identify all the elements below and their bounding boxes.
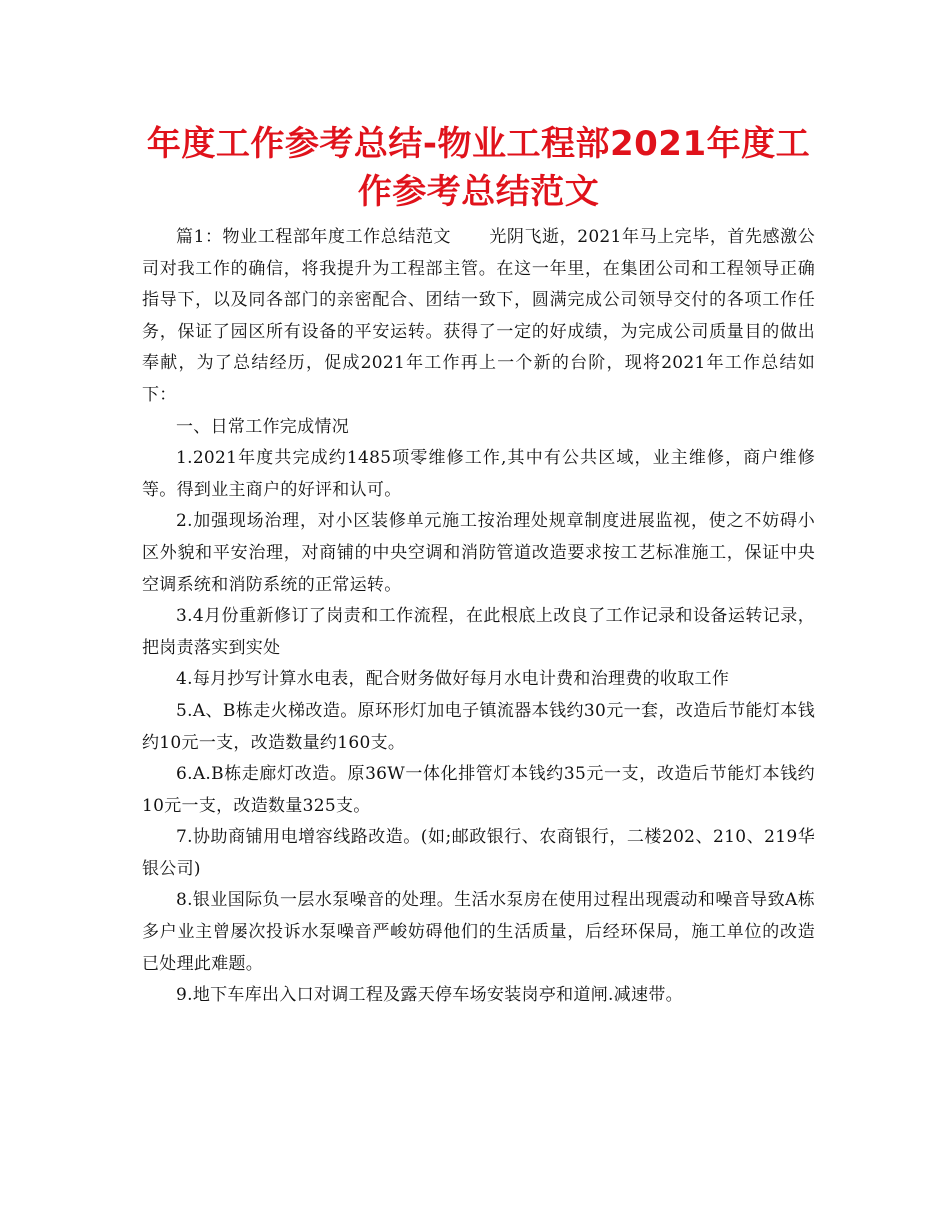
document-title: 年度工作参考总结-物业工程部2021年度工作参考总结范文 [146,124,811,212]
list-item: 7.协助商铺用电增容线路改造。(如;邮政银行、农商银行，二楼202、210、219华银公司) [142,827,815,879]
section-heading: 一、日常工作完成情况 [176,416,349,437]
list-item: 6.A.B栋走廊灯改造。原36W一体化排管灯本钱约35元一支，改造后节能灯本钱约10元一支，改造数量325支。 [142,764,815,816]
intro-paragraph [142,222,815,412]
list-item: 4.每月抄写计算水电表，配合财务做好每月水电计费和治理费的收取工作 [176,669,730,690]
intro-heading: 篇1：物业工程部年度工作总结范文 [176,227,452,247]
list-item: 8.银业国际负一层水泵噪音的处理。生活水泵房在使用过程出现震动和噪音导致A栋多户业主曾屡次投诉水泵噪音严峻妨碍他们的生活质量，后经环保局，施工单位的改造已处理此难题。 [142,890,815,974]
list-item: 1.2021年度共完成约1485项零维修工作,其中有公共区域，业主维修，商户维修等。得到业主商户的好评和认可。 [142,448,815,500]
list-item: 5.A、B栋走火梯改造。原环形灯加电子镇流器本钱约30元一套，改造后节能灯本钱约10元一支，改造数量约160支。 [142,700,815,753]
intro-text: 光阴飞逝，2021年马上完毕，首先感激公司对我工作的确信，将我提升为工程部主管。在这一年里，在集团公司和工程领导正确指导下，以及同各部门的亲密配合、团结一致下，圆满完成公司领导交付的各项工作任务，保证了园区所有设备的平安运转。获得了一定的好成绩，为完成公司质量目的做出奉献，为了总结经历，促成2021年工作再上一个新的台阶，现将2021年工作总结如下： [142,227,816,405]
list-item: 2.加强现场治理，对小区装修单元施工按治理处规章制度进展监视，使之不妨碍小区外貌和平安治理，对商铺的中央空调和消防管道改造要求按工艺标准施工，保证中央空调系统和消防系统的正常运转。 [142,511,815,595]
document-body [142,222,815,1012]
list-item: 9.地下车库出入口对调工程及露天停车场安装岗亭和道闸.减速带。 [176,985,683,1006]
list-item: 3.4月份重新修订了岗责和工作流程，在此根底上改良了工作记录和设备运转记录，把岗责落实到实处 [142,606,815,658]
